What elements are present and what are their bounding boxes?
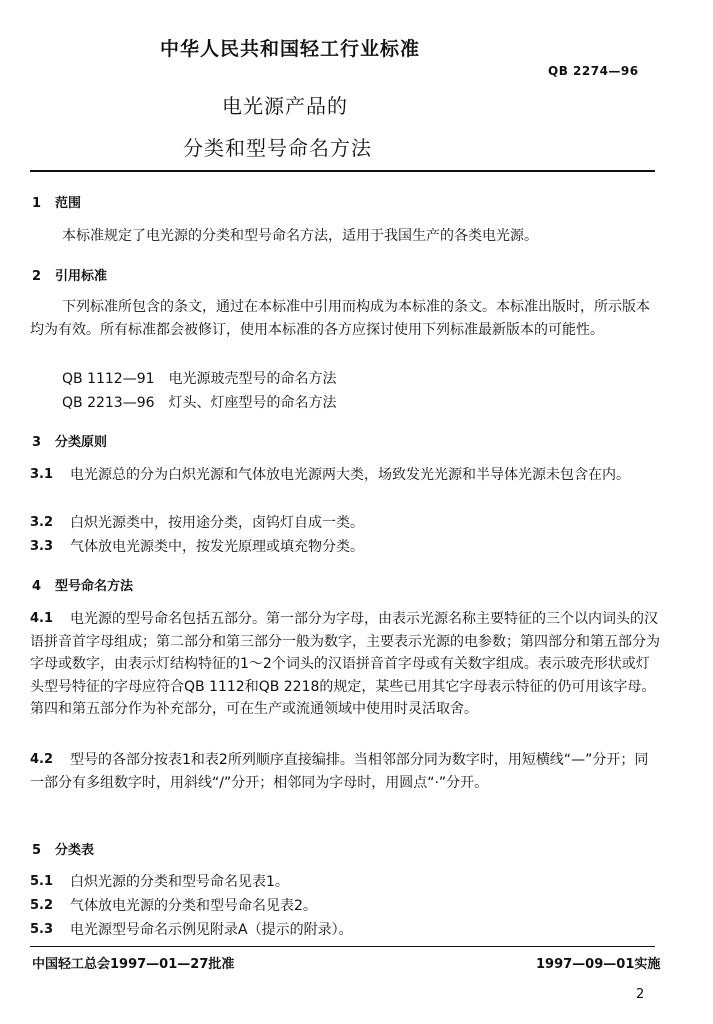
standard-number: QB 2274—96 — [548, 64, 639, 78]
clause-4-2-text: 型号的各部分按表1和表2所列顺序直接编排。当相邻部分同为数字时，用短横线“—”分开；同一部分有多组数字时，用斜线“/”分开；相邻同为字母时，用圆点“·”分开。 — [30, 752, 649, 791]
clause-5-3-number: 5.3 — [30, 922, 54, 937]
clause-5-2-number: 5.2 — [30, 898, 54, 913]
section-2-number: 2 — [32, 269, 42, 284]
approval-date: 中国轻工总会1997—01—27批准 — [32, 957, 235, 972]
clause-3-3-number: 3.3 — [30, 539, 54, 554]
section-1-heading: 范围 — [55, 196, 82, 211]
page-number: 2 — [636, 987, 645, 1002]
section-2-paragraph: 下列标准所包含的条文，通过在本标准中引用而构成为本标准的条文。本标准出版时，所示版本均为有效。所有标准都会被修订，使用本标准的各方应探讨使用下列标准最新版本的可能性。 — [30, 299, 650, 338]
clause-5-2-text: 气体放电光源的分类和型号命名见表2。 — [70, 898, 317, 914]
clause-5-1-number: 5.1 — [30, 874, 54, 889]
reference-item: QB 1112—91 电光源玻壳型号的命名方法 — [62, 371, 337, 387]
section-3-heading: 分类原则 — [55, 435, 108, 450]
clause-4-2-number: 4.2 — [30, 752, 54, 767]
clause-3-2-number: 3.2 — [30, 515, 54, 530]
section-1-number: 1 — [32, 196, 42, 211]
section-3-number: 3 — [32, 435, 42, 450]
clause-4-1-text: 电光源的型号命名包括五部分。第一部分为字母，由表示光源名称主要特征的三个以内词头的汉语拼音首字母组成；第二部分和第三部分一般为数字，主要表示光源的电参数；第四部分和第五部分为字母或数字，由表示灯结构特征的1～2个词头的汉语拼音首字母或有关数字组成。表示玻壳形状或灯头型号特征的字母应符合QB 1112和QB 2218的规定，某些已用其它字母表示特征的仍可用该字母。第四和第五部分作为补充部分，可在生产或流通领域中使用时灵活取舍。 — [30, 611, 660, 717]
document-title-line2: 分类和型号命名方法 — [183, 136, 372, 160]
section-5-number: 5 — [32, 843, 42, 858]
clause-3-1-text: 电光源总的分为白炽光源和气体放电光源两大类，场致发光光源和半导体光源未包含在内。 — [70, 467, 630, 483]
section-1-paragraph: 本标准规定了电光源的分类和型号命名方法，适用于我国生产的各类电光源。 — [62, 228, 538, 244]
footer-rule — [30, 946, 655, 947]
clause-5-1-text: 白炽光源的分类和型号命名见表1。 — [70, 874, 289, 890]
clause-4-1-number: 4.1 — [30, 611, 54, 626]
document-title-line1: 电光源产品的 — [222, 94, 348, 118]
section-2-heading: 引用标准 — [55, 269, 108, 284]
section-4-number: 4 — [32, 579, 42, 594]
section-5-heading: 分类表 — [55, 843, 95, 858]
clause-5-3-text: 电光源型号命名示例见附录A（提示的附录）。 — [70, 922, 353, 938]
header-rule — [30, 170, 655, 172]
clause-3-1-number: 3.1 — [30, 467, 54, 482]
clause-3-2-text: 白炽光源类中，按用途分类，卤钨灯自成一类。 — [70, 515, 364, 531]
section-4-heading: 型号命名方法 — [55, 579, 134, 594]
implementation-date: 1997—09—01实施 — [536, 957, 661, 972]
clause-3-3-text: 气体放电光源类中，按发光原理或填充物分类。 — [70, 539, 364, 555]
reference-item: QB 2213—96 灯头、灯座型号的命名方法 — [62, 395, 337, 411]
org-title: 中华人民共和国轻工行业标准 — [160, 38, 421, 60]
